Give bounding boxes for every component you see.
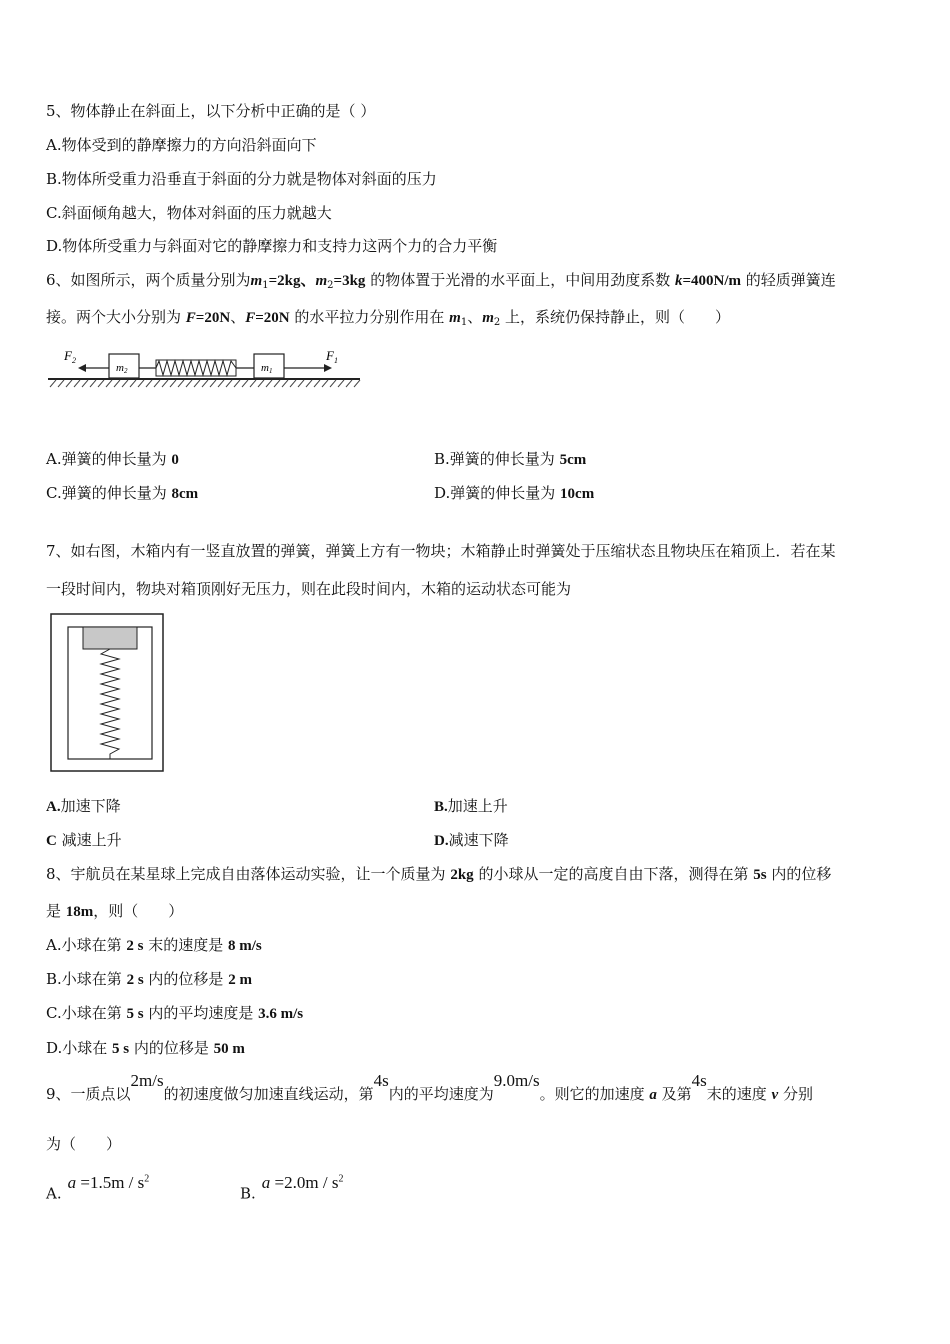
q6-option-a: A.弹簧的伸长量为 0 (46, 450, 179, 468)
q5-option-c: C.斜面倾角越大，物体对斜面的压力就越大 (46, 204, 332, 222)
q7-stem-line1: 7、如右图，木箱内有一竖直放置的弹簧，弹簧上方有一物块；木箱静止时弹簧处于压缩状态且物块压在箱顶上．若在某 (46, 542, 836, 560)
q5-option-b: B.物体所受重力沿垂直于斜面的分力就是物体对斜面的压力 (46, 170, 437, 188)
q8-option-b: B.小球在第 2 s 内的位移是 2 m (46, 970, 252, 988)
q9-average-velocity: 9.0m/s (493, 1071, 540, 1090)
q9-time-2: 4s (691, 1071, 707, 1090)
q8-option-a: A.小球在第 2 s 末的速度是 8 m/s (46, 936, 262, 954)
q7-option-c: C 减速上升 (46, 831, 122, 849)
q5-option-d: D.物体所受重力与斜面对它的静摩擦力和支持力这两个力的合力平衡 (46, 237, 498, 255)
q7-option-b: B.加速上升 (434, 797, 508, 815)
q6-fig-label-f1: $F_1$ (326, 348, 338, 365)
q9-initial-velocity: 2m/s (130, 1071, 164, 1090)
q6-option-d: D.弹簧的伸长量为 10cm (434, 484, 595, 502)
q5-stem: 5、物体静止在斜面上，以下分析中正确的是（ ） (46, 102, 376, 120)
q5-option-a: A.物体受到的静摩擦力的方向沿斜面向下 (46, 136, 317, 154)
q8-stem-line2: 是 18m，则（ ） (46, 902, 184, 920)
q9-stem-line1: 9、一质点以2m/s的初速度做匀加速直线运动，第4s内的平均速度为9.0m/s。则它的加速度 a 及第4s末的速度 v 分别 (46, 1071, 813, 1103)
q6-stem-line2: 接。两个大小分别为 F=20N、F=20N 的水平拉力分别作用在 $m_1$、$m_2$ 上，系统仍保持静止，则（ ） (46, 308, 731, 328)
q7-option-d: D.减速下降 (434, 831, 509, 849)
q8-option-c: C.小球在第 5 s 内的平均速度是 3.6 m/s (46, 1004, 304, 1022)
q6-spring-diagram (44, 342, 364, 392)
q7-box-spring-diagram (48, 612, 168, 774)
q7-stem-line2: 一段时间内，物块对箱顶刚好无压力，则在此段时间内，木箱的运动状态可能为 (46, 580, 572, 598)
q9-option-a: $A.a =1.5m / s^2$ (46, 1172, 150, 1203)
q8-stem-line1: 8、宇航员在某星球上完成自由落体运动实验，让一个质量为 2kg 的小球从一定的高度自由下落，测得在第 5s 内的位移 (46, 865, 832, 883)
q8-option-d: D.小球在 5 s 内的位移是 50 m (46, 1039, 245, 1057)
q6-option-b: B.弹簧的伸长量为 5cm (434, 450, 587, 468)
q9-time-1: 4s (373, 1071, 389, 1090)
q9-option-b: $B.a =2.0m / s^2$ (240, 1172, 344, 1203)
q6-fig-label-m1: m1 (261, 362, 273, 375)
q6-stem-line1: 6、如图所示，两个质量分别为$m_1=2kg$、$m_2=3kg$ 的物体置于光滑的水平面上，中间用劲度系数 k=400N/m 的轻质弹簧连 (46, 271, 836, 291)
q6-fig-label-f2: $F_2$ (64, 348, 76, 365)
q9-stem-line2: 为（ ） (46, 1135, 122, 1153)
q6-option-c: C.弹簧的伸长量为 8cm (46, 484, 199, 502)
q6-fig-label-m2: m2 (116, 362, 128, 375)
q7-option-a: A.加速下降 (46, 797, 121, 815)
